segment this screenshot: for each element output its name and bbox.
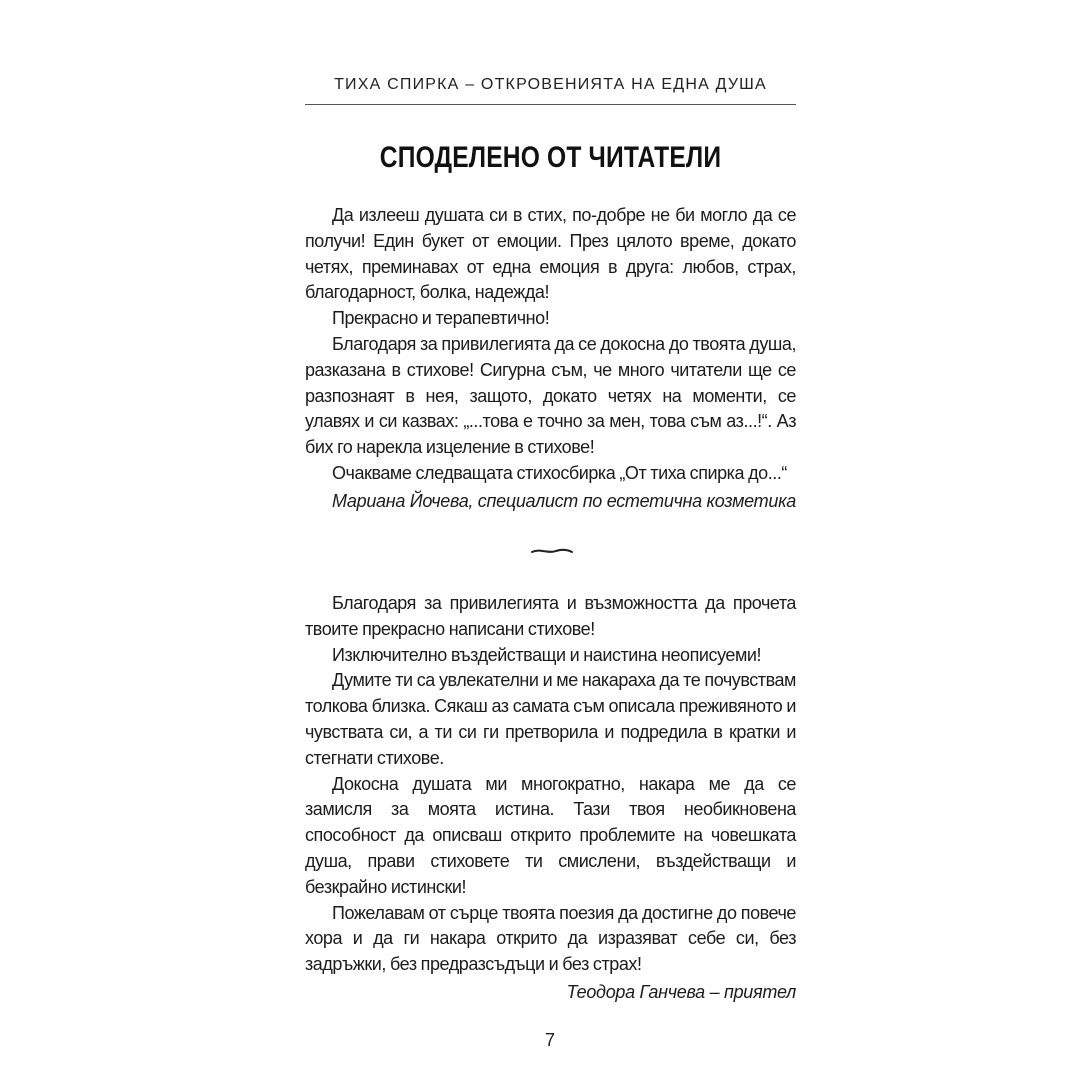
- testimonial-2-paragraph-5: Пожелавам от сърце твоята поезия да достигне до повече хора и да ги накара открито да изразяват себе си, без задръжки, без предразсъдъци и без страх!: [305, 902, 796, 975]
- testimonial-2-paragraph-1: Благодаря за привилегията и възможността да прочета твоите прекрасно написани стихове!: [305, 593, 796, 639]
- testimonial-1: [305, 203, 796, 515]
- testimonial-2-signature: Теодора Ганчева – приятел: [566, 981, 796, 1002]
- page-title: СПОДЕЛЕНО ОТ ЧИТАТЕЛИ: [379, 141, 722, 174]
- testimonial-2-paragraph-3: Думите ти са увлекателни и ме накараха да те почувствам толкова близка. Сякаш аз самата съм описала преживяното и чувствата си, а ти си ги претворила и подредила в кратки и стегнати стихове.: [305, 670, 796, 768]
- testimonial-2-paragraph-2: Изключително въздействащи и наистина неописуеми!: [332, 644, 762, 665]
- testimonial-2: [305, 591, 796, 1006]
- testimonial-1-paragraph-4: Очакваме следващата стихосбирка „От тиха спирка до...“: [332, 462, 787, 483]
- testimonial-1-paragraph-1: Да излееш душата си в стих, по-добре не би могло да се получи! Един букет от емоции. През цялото време, докато четях, преминавах от една емоция в друга: любов, страх, благодарност, болка, надежда!: [305, 205, 796, 303]
- testimonial-1-paragraph-3: Благодаря за привилегията да се докосна до твоята душа, разказана в стихове! Сигурна съм, че много читатели ще се разпознаят в нея, защото, докато четях на моменти, се улавях и си казвах: „...това е точно за мен, това съм аз...!“. Аз бих го нарекла изцеление в стихове!: [305, 333, 796, 458]
- swash-divider-icon: [530, 544, 574, 558]
- testimonial-2-paragraph-4: Докосна душата ми многократно, накара ме да се замисля за моята истина. Тази твоя необикновена способност да описваш открито проблемите на човешката душа, прави стиховете ти смислени, въздействащи и безкрайно истински!: [305, 773, 796, 897]
- header-rule: [305, 104, 796, 105]
- testimonial-1-paragraph-2: Прекрасно и терапевтично!: [332, 308, 550, 329]
- page-number: 7: [544, 1030, 555, 1050]
- testimonial-1-signature: Мариана Йочева, специалист по естетична козметика: [332, 490, 796, 511]
- running-header: ТИХА СПИРКА – ОТКРОВЕНИЯТА НА ЕДНА ДУША: [334, 76, 767, 93]
